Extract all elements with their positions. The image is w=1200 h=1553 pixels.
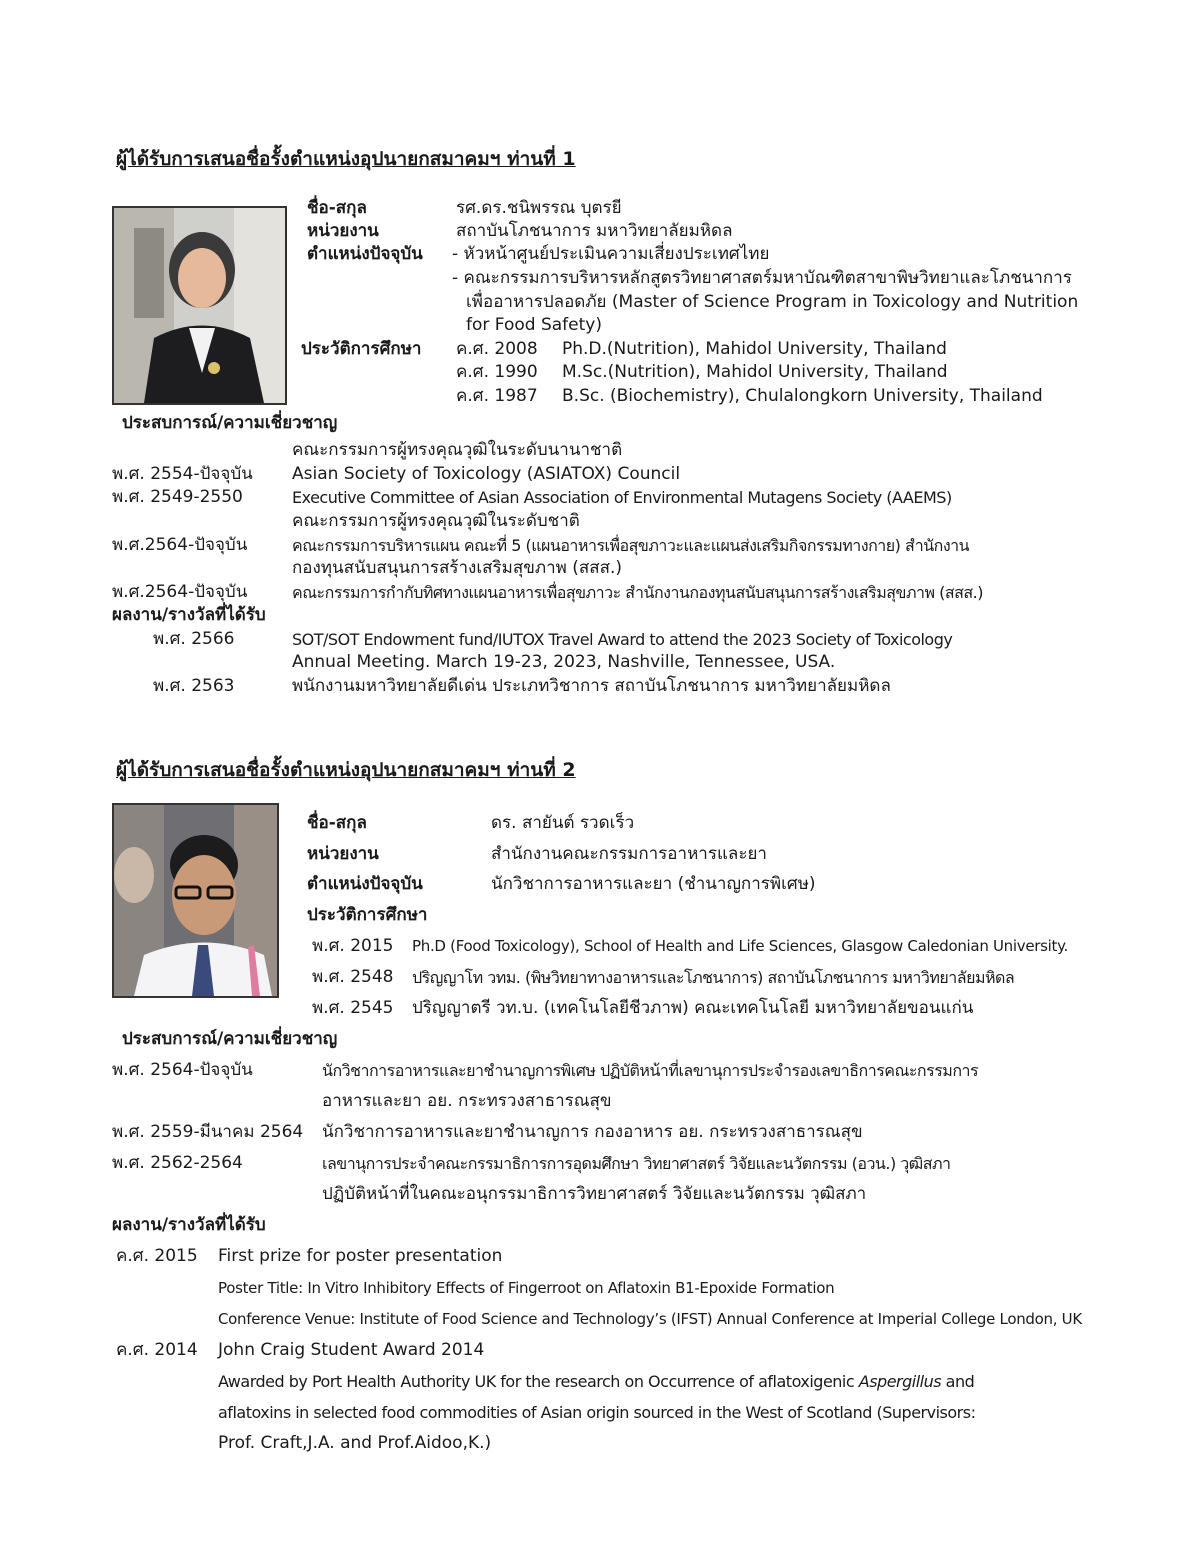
nominee-2-award-year: ค.ศ. 2014 — [116, 1340, 198, 1360]
nominee-1-position-line: - หัวหน้าศูนย์ประเมินความเสี่ยงประเทศไทย — [452, 244, 770, 264]
nominee-1-experience-label: ประสบการณ์/ความเชี่ยวชาญ — [122, 413, 338, 433]
nominee-2-award-text: John Craig Student Award 2014 — [218, 1340, 485, 1360]
nominee-1-awards-label: ผลงาน/รางวัลที่ได้รับ — [112, 605, 266, 625]
nominee-2-education-label: ประวัติการศึกษา — [307, 905, 428, 925]
nominee-1-heading: ผู้ได้รับการเสนอชื่อรั้งตำแหน่งอุปนายกสมาคมฯ ท่านที่ 1 — [116, 148, 576, 170]
nominee-1-experience-period: พ.ศ. 2549-2550 — [112, 487, 243, 507]
nominee-1-education-year: ค.ศ. 2008 — [456, 339, 538, 359]
nominee-2-position: นักวิชาการอาหารและยา (ชำนาญการพิเศษ) — [491, 874, 816, 894]
nominee-2-education-degree: ปริญญาโท วทม. (พิษวิทยาทางอาหารและโภชนาการ) สถาบันโภชนาการ มหาวิทยาลัยมหิดล — [412, 968, 1015, 987]
nominee-1-position-line: เพื่ออาหารปลอดภัย (Master of Science Program in Toxicology and Nutrition — [466, 292, 1079, 312]
nominee-2-awards-label: ผลงาน/รางวัลที่ได้รับ — [112, 1215, 266, 1235]
nominee-2-award-text: Prof. Craft,J.A. and Prof.Aidoo,K.) — [218, 1433, 492, 1453]
nominee-2-education-year: พ.ศ. 2545 — [312, 998, 394, 1018]
nominee-1-experience-text: กองทุนสนับสนุนการสร้างเสริมสุขภาพ (สสส.) — [292, 558, 623, 578]
nominee-2-name: ดร. สายันต์ รวดเร็ว — [491, 813, 635, 833]
nominee-1-education-degree: Ph.D.(Nutrition), Mahidol University, Thailand — [562, 339, 947, 359]
nominee-2-award-text: aflatoxins in selected food commodities of Asian origin sourced in the West of Scotland (Supervisors: — [218, 1403, 976, 1422]
nominee-1-experience-text: คณะกรรมการผู้ทรงคุณวุฒิในระดับชาติ — [292, 511, 580, 531]
nominee-2-award-text: Conference Venue: Institute of Food Science and Technology’s (IFST) Annual Conference at Imperial College London, UK — [218, 1310, 1082, 1328]
nominee-2-experience-text: เลขานุการประจำคณะกรรมาธิการการอุดมศึกษา วิทยาศาสตร์ วิจัยและนวัตกรรม (อวน.) วุฒิสภา — [322, 1154, 951, 1173]
nominee-2-award-text: Poster Title: In Vitro Inhibitory Effects of Fingerroot on Aflatoxin B1-Epoxide Formation — [218, 1279, 835, 1297]
nominee-1-affiliation-label: หน่วยงาน — [307, 221, 379, 241]
nominee-1-experience-text: คณะกรรมการกำกับทิศทางแผนอาหารเพื่อสุขภาวะ สำนักงานกองทุนสนับสนุนการสร้างเสริมสุขภาพ (สสส.) — [292, 583, 983, 602]
nominee-1-education-year: ค.ศ. 1990 — [456, 362, 538, 382]
nominee-1-education-degree: M.Sc.(Nutrition), Mahidol University, Thailand — [562, 362, 948, 382]
nominee-2-education-year: พ.ศ. 2548 — [312, 967, 394, 987]
nominee-1-experience-text: Executive Committee of Asian Association of Environmental Mutagens Society (AAEMS) — [292, 488, 952, 507]
nominee-1-name-label: ชื่อ-สกุล — [307, 198, 367, 218]
species-name-italic: Aspergillus — [858, 1372, 942, 1391]
nominee-2-affiliation: สำนักงานคณะกรรมการอาหารและยา — [491, 844, 767, 864]
nominee-2-education-degree: Ph.D (Food Toxicology), School of Health and Life Sciences, Glasgow Caledonian University. — [412, 937, 1068, 955]
nominee-2-experience-text: นักวิชาการอาหารและยาชำนาญการพิเศษ ปฏิบัติหน้าที่เลขานุการประจำรองเลขาธิการคณะกรรมการ — [322, 1061, 979, 1080]
nominee-1-education-year: ค.ศ. 1987 — [456, 386, 538, 406]
nominee-2-award-text: Awarded by Port Health Authority UK for the research on Occurrence of aflatoxigenic Aspergillus and — [218, 1372, 975, 1391]
nominee-2-heading: ผู้ได้รับการเสนอชื่อรั้งตำแหน่งอุปนายกสมาคมฯ ท่านที่ 2 — [116, 759, 576, 781]
nominee-1-experience-text: คณะกรรมการบริหารแผน คณะที่ 5 (แผนอาหารเพื่อสุขภาวะและแผนส่งเสริมกิจกรรมทางกาย) สำนักงาน — [292, 536, 970, 555]
nominee-1-experience-text: Asian Society of Toxicology (ASIATOX) Council — [292, 464, 681, 484]
nominee-2-position-label: ตำแหน่งปัจจุบัน — [307, 874, 423, 894]
nominee-2-photo — [112, 803, 279, 998]
nominee-1-position-line: - คณะกรรมการบริหารหลักสูตรวิทยาศาสตร์มหาบัณฑิตสาขาพิษวิทยาและโภชนาการ — [452, 268, 1072, 288]
nominee-1-name: รศ.ดร.ชนิพรรณ บุตรยี — [456, 198, 622, 218]
nominee-2-education-year: พ.ศ. 2015 — [312, 936, 394, 956]
nominee-2-experience-text: ปฏิบัติหน้าที่ในคณะอนุกรรมาธิการวิทยาศาสตร์ วิจัยและนวัตกรรม วุฒิสภา — [322, 1184, 867, 1204]
nominee-2-award-text: First prize for poster presentation — [218, 1246, 503, 1266]
nominee-1-education-label: ประวัติการศึกษา — [301, 339, 422, 359]
nominee-1-photo — [112, 206, 287, 405]
nominee-2-experience-text: อาหารและยา อย. กระทรวงสาธารณสุข — [322, 1091, 612, 1111]
nominee-1-position-label: ตำแหน่งปัจจุบัน — [307, 244, 423, 264]
nominee-1-affiliation: สถาบันโภชนาการ มหาวิทยาลัยมหิดล — [456, 221, 733, 241]
nominee-2-experience-period: พ.ศ. 2559-มีนาคม 2564 — [112, 1122, 304, 1142]
nominee-1-experience-text: คณะกรรมการผู้ทรงคุณวุฒิในระดับนานาชาติ — [292, 440, 623, 460]
nominee-2-award-year: ค.ศ. 2015 — [116, 1246, 198, 1266]
nominee-2-experience-text: นักวิชาการอาหารและยาชำนาญการ กองอาหาร อย. กระทรวงสาธารณสุข — [322, 1122, 863, 1142]
nominee-1-position-line: for Food Safety) — [466, 315, 602, 335]
nominee-2-experience-period: พ.ศ. 2564-ปัจจุบัน — [112, 1060, 253, 1080]
nominee-1-education-degree: B.Sc. (Biochemistry), Chulalongkorn University, Thailand — [562, 386, 1043, 406]
nominee-2-experience-label: ประสบการณ์/ความเชี่ยวชาญ — [122, 1029, 338, 1049]
nominee-2-name-label: ชื่อ-สกุล — [307, 813, 367, 833]
nominee-1-award-year: พ.ศ. 2563 — [153, 676, 235, 696]
nominee-2-experience-period: พ.ศ. 2562-2564 — [112, 1153, 243, 1173]
nominee-1-award-text: พนักงานมหาวิทยาลัยดีเด่น ประเภทวิชาการ สถาบันโภชนาการ มหาวิทยาลัยมหิดล — [292, 676, 891, 696]
nominee-1-experience-period: พ.ศ.2564-ปัจจุบัน — [112, 535, 248, 555]
nominee-1-award-text: SOT/SOT Endowment fund/IUTOX Travel Award to attend the 2023 Society of Toxicology — [292, 630, 953, 649]
nominee-1-award-text: Annual Meeting. March 19-23, 2023, Nashville, Tennessee, USA. — [292, 652, 836, 672]
nominee-1-experience-period: พ.ศ.2564-ปัจจุบัน — [112, 582, 248, 602]
nominee-1-award-year: พ.ศ. 2566 — [153, 629, 235, 649]
nominee-2-affiliation-label: หน่วยงาน — [307, 844, 379, 864]
nominee-1-experience-period: พ.ศ. 2554-ปัจจุบัน — [112, 464, 253, 484]
nominee-2-education-degree: ปริญญาตรี วท.บ. (เทคโนโลยีชีวภาพ) คณะเทคโนโลยี มหาวิทยาลัยขอนแก่น — [412, 998, 974, 1018]
